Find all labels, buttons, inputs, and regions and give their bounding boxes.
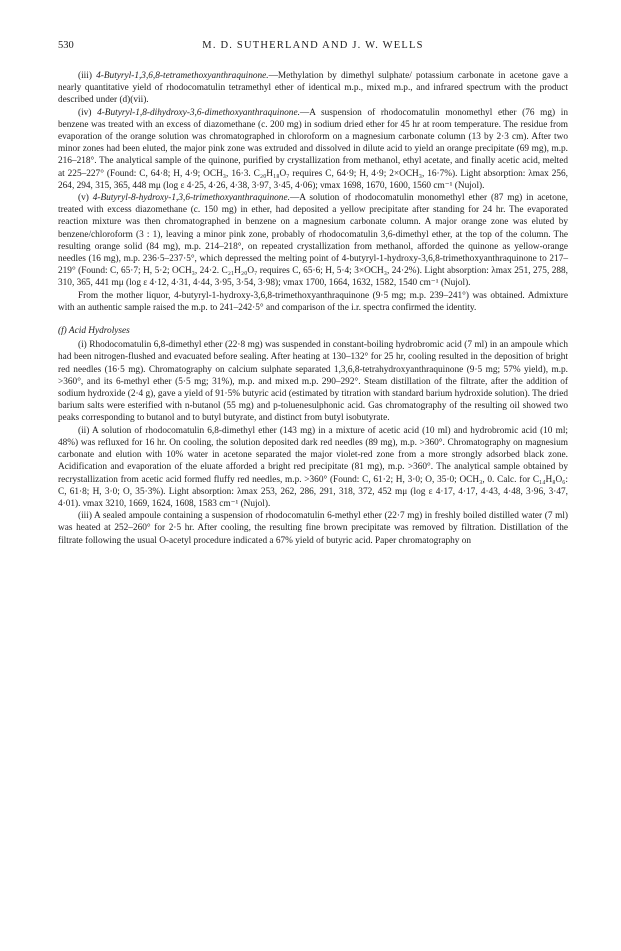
paragraph-v-trimethoxy: (v) 4-Butyryl-8-hydroxy-1,3,6-trimethoxyanthraquinone.—A solution of rhodocomatulin monomethyl ether (87 mg) in acetone, treated with excess diazomethane (c. 150 mg) in ether, had deposited a yellow precipitate after standing for 24 hr. The evaporated reaction mixture was then chromatographed in benzene on a magnesium carbonate column. A major orange zone was eluted by benzene/chloroform (3 : 1), leaving a minor pink zone, probably of rhodocomatulin 3,6-dimethyl ether, at the top of the column. The resulting orange solid (84 mg), m.p. 214–218°, on repeated crystallization from methanol, afforded the quinone as yellow-orange needles (16 mg), m.p. 236·5–237·5°, which depressed the melting point of 4-butyryl-1-hydroxy-3,6,8-trimethoxyanthraquinone to 217–219° (Found: C, 65·7; H, 5·2; OCH₃, 24·2. C₂₁H₂₀O₇ requires C, 65·6; H, 5·4; 3×OCH₃, 24·2%). Light absorption: λmax 251, 275, 288, 310, 365, 441 mμ (log ε 4·12, 4·31, 4·44, 3·95, 3·54, 3·98); νmax 1700, 1664, 1632, 1582, 1540 cm⁻¹ (Nujol). bbox=[58, 193, 568, 289]
section-gap bbox=[58, 314, 568, 325]
paragraph-iv-dimethoxy: (iv) 4-Butyryl-1,8-dihydroxy-3,6-dimethoxyanthraquinone.—A suspension of rhodocomatulin monomethyl ether (76 mg) in benzene was treated with an excess of diazomethane (c. 200 mg) in sodium dried ether for 45 hr at room temperature. The residue from evaporation of the orange solution was chromatographed in chloroform on a magnesium carbonate column (13 by 2·3 cm). After two minor zones had been eluted, the major pink zone was extruded and dissolved in dilute acid to yield an orange precipitate (69 mg), m.p. 216–218°. The analytical sample of the quinone, purified by crystallization from methanol, ethyl acetate, and finally acetic acid, melted at 225–227° (Found: C, 64·8; H, 4·9; OCH₃, 16·3. C₂₀H₁₈O₇ requires C, 64·9; H, 4·9; 2×OCH₃, 16·7%). Light absorption: λmax 256, 264, 294, 315, 365, 448 mμ (log ε 4·25, 4·26, 4·38, 3·97, 3·45, 4·06); νmax 1698, 1670, 1600, 1560 cm⁻¹ (Nujol). bbox=[58, 107, 569, 191]
paragraph-mother-liquor: From the mother liquor, 4-butyryl-1-hydroxy-3,6,8-trimethoxyanthraquinone (9·5 mg; m.p. 239–241°) was obtained. Admixture with an authentic sample raised the m.p. to 241–242·5° and comparison of the i.r. spectra confirmed the identity. bbox=[58, 290, 568, 313]
running-head: M. D. SUTHERLAND AND J. W. WELLS bbox=[202, 40, 424, 51]
section-heading-acid-hydrolyses: (f) Acid Hydrolyses bbox=[58, 326, 130, 337]
page-number: 530 bbox=[58, 40, 74, 51]
compound-title: 4-Butyryl-8-hydroxy-1,3,6-trimethoxyanthraquinone. bbox=[92, 193, 290, 204]
compound-title: 4-Butyryl-1,8-dihydroxy-3,6-dimethoxyanthraquinone. bbox=[97, 107, 300, 118]
paragraph-f-ii: (ii) A solution of rhodocomatulin 6,8-dimethyl ether (143 mg) in a mixture of acetic acid (10 ml) and hydrobromic acid (10 ml; 48%) was refluxed for 16 hr. On cooling, the solution deposited dark red needles (89 mg), m.p. >360°. Chromatography on magnesium carbonate and elution with 10% water in acetone separated the major violet-red zone from a more strongly adsorbed black zone. Acidification and evaporation of the eluate afforded a bright red precipitate (81 mg), m.p. >360°. The analytical sample obtained by recrystallization from acetic acid formed fluffy red needles, m.p. >360° (Found: C, 61·2; H, 3·0; O, 35·0; OCH₃, 0. Calc. for C₁₄H₈O₆: C, 61·8; H, 3·0; O, 35·3%). Light absorption: λmax 253, 262, 286, 291, 318, 372, 452 mμ (log ε 4·17, 4·17, 4·43, 4·48, 3·96, 3·47, 4·01). νmax 3210, 1669, 1624, 1608, 1583 cm⁻¹ (Nujol). bbox=[58, 425, 568, 509]
paragraph-iii-tetramethoxy: (iii) 4-Butyryl-1,3,6,8-tetramethoxyanthraquinone.—Methylation by dimethyl sulphate/ potassium carbonate in acetone gave a nearly quantitative yield of rhodocomatulin tetramethyl ether of identical m.p., mixed m.p., and infrared spectrum with the product described under (d)(vii). bbox=[58, 71, 569, 106]
page-header bbox=[58, 40, 568, 54]
paragraph-f-i: (i) Rhodocomatulin 6,8-dimethyl ether (22·8 mg) was suspended in constant-boiling hydrobromic acid (7 ml) in an ampoule which had been nitrogen-flushed and evacuated before sealing. After heating at 130–132° for 25 hr, cooling resulted in the deposition of bright red needles (16·5 mg). Chromatography on calcium sulphate separated 1,3,6,8-tetrahydroxyanthraquinone (9·5 mg; 57% yield), m.p. >360°, and its 6-methyl ether (5·5 mg; 31%), m.p. and mixed m.p. 290–292°. Steam distillation of the filtrate, after the addition of sodium hydroxide (2·4 g), gave a yield of 91·5% butyric acid (estimated by titration with standard barium hydroxide solution). The dried barium salts were esterified with n-butanol (55 mg) and p-toluenesulphonic acid. Gas chromatography of the resulting oil showed two peaks corresponding to butanol and to butyl butyrate, and distinct from butyl isobutyrate. bbox=[58, 340, 569, 424]
paragraph-f-iii: (iii) A sealed ampoule containing a suspension of rhodocomatulin 6-methyl ether (22·7 mg) in freshly boiled distilled water (7 ml) was heated at 252–260° for 2·5 hr. After cooling, the resulting fine brown precipitate was removed by filtration. Distillation of the filtrate following the usual O-acetyl procedure indicated a 67% yield of butyric acid. Paper chromatography on bbox=[58, 511, 568, 546]
article-body bbox=[58, 70, 568, 547]
compound-title: 4-Butyryl-1,3,6,8-tetramethoxyanthraquinone. bbox=[96, 71, 269, 81]
